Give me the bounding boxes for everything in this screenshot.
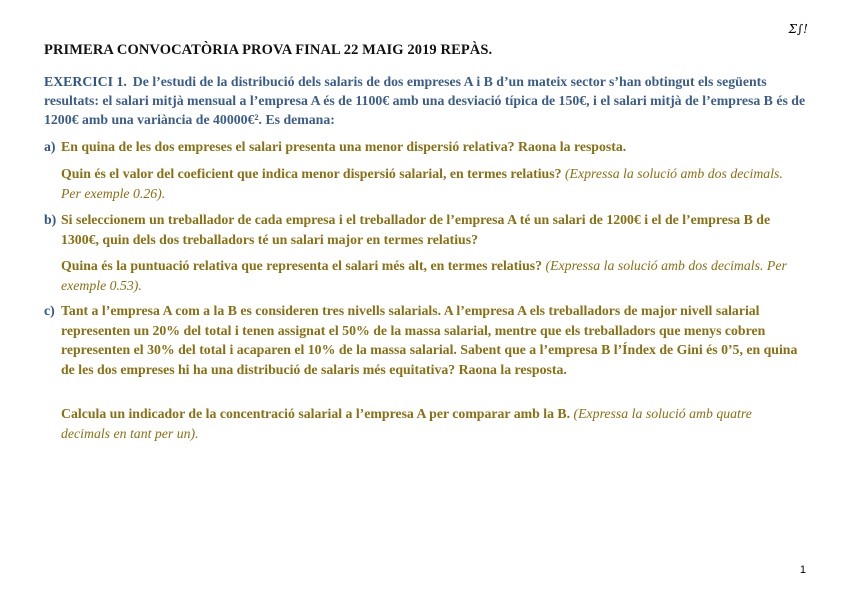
question-b [44, 210, 806, 249]
question-c-sub [61, 404, 801, 443]
logo: Σ∫! [788, 22, 808, 36]
page-number: 1 [799, 564, 806, 576]
exercise-intro [44, 72, 806, 129]
question-text: Tant a l’empresa A com a la B es consideren tres nivells salarials. A l’empresa A els treballadors de major nivell salarial representen un 20% del total i tenen assignat el 50% de la massa salarial, mentre que els treballadors que menys cobren representen el 30% del total i acaparen el 10% de la massa salarial. Sabent que a l’empresa B l’Índex de Gini és 0’5, en quina de les dos empreses hi ha una distribució de salaris més equitativa? Raona la resposta. [61, 303, 798, 377]
question-text: En quina de les dos empreses el salari presenta una menor dispersió relativa? Raona la resposta. [61, 139, 627, 154]
exercise-intro-text: De l’estudi de la distribució dels salaris de dos empreses A i B d’un mateix sector s’han obtingut els següents resultats: el salari mitjà mensual a l’empresa A és de 1100€ amb una desviació típica de 150€, i el salari mitjà de l’empresa B és de 1200€ amb una variància de 40000€². Es demana: [44, 74, 806, 127]
sub-question-text: Quina és la puntuació relativa que representa el salari més alt, en termes relatius? [61, 258, 543, 273]
question-text: Si seleccionem un treballador de cada empresa i el treballador de l’empresa A té un salari de 1200€ i el de l’empresa B de 1300€, quin dels dos treballadors té un salari major en termes relatius? [61, 212, 771, 247]
sub-question-text: Calcula un indicador de la concentració salarial a l’empresa A per comparar amb la B. [61, 406, 571, 421]
answer-hint: (Expressa la solució amb dos decimals. Per exemple 0.53). [61, 258, 787, 293]
answer-hint: (Expressa la solució amb dos decimals. Per exemple 0.26). [61, 166, 783, 201]
question-a [44, 137, 806, 157]
answer-hint: (Expressa la solució amb quatre decimals en tant per un). [61, 406, 752, 441]
page-title: PRIMERA CONVOCATÒRIA PROVA FINAL 22 MAIG 2019 REPÀS. [44, 42, 493, 58]
question-letter: c) [44, 303, 55, 318]
exercise-label: EXERCICI 1. [44, 74, 127, 89]
question-c [44, 301, 806, 379]
question-a-sub [61, 164, 801, 203]
question-letter: a) [44, 139, 56, 154]
question-b-sub [61, 256, 801, 295]
question-letter: b) [44, 212, 57, 227]
sub-question-text: Quin és el valor del coeficient que indica menor dispersió salarial, en termes relatius? [61, 166, 562, 181]
